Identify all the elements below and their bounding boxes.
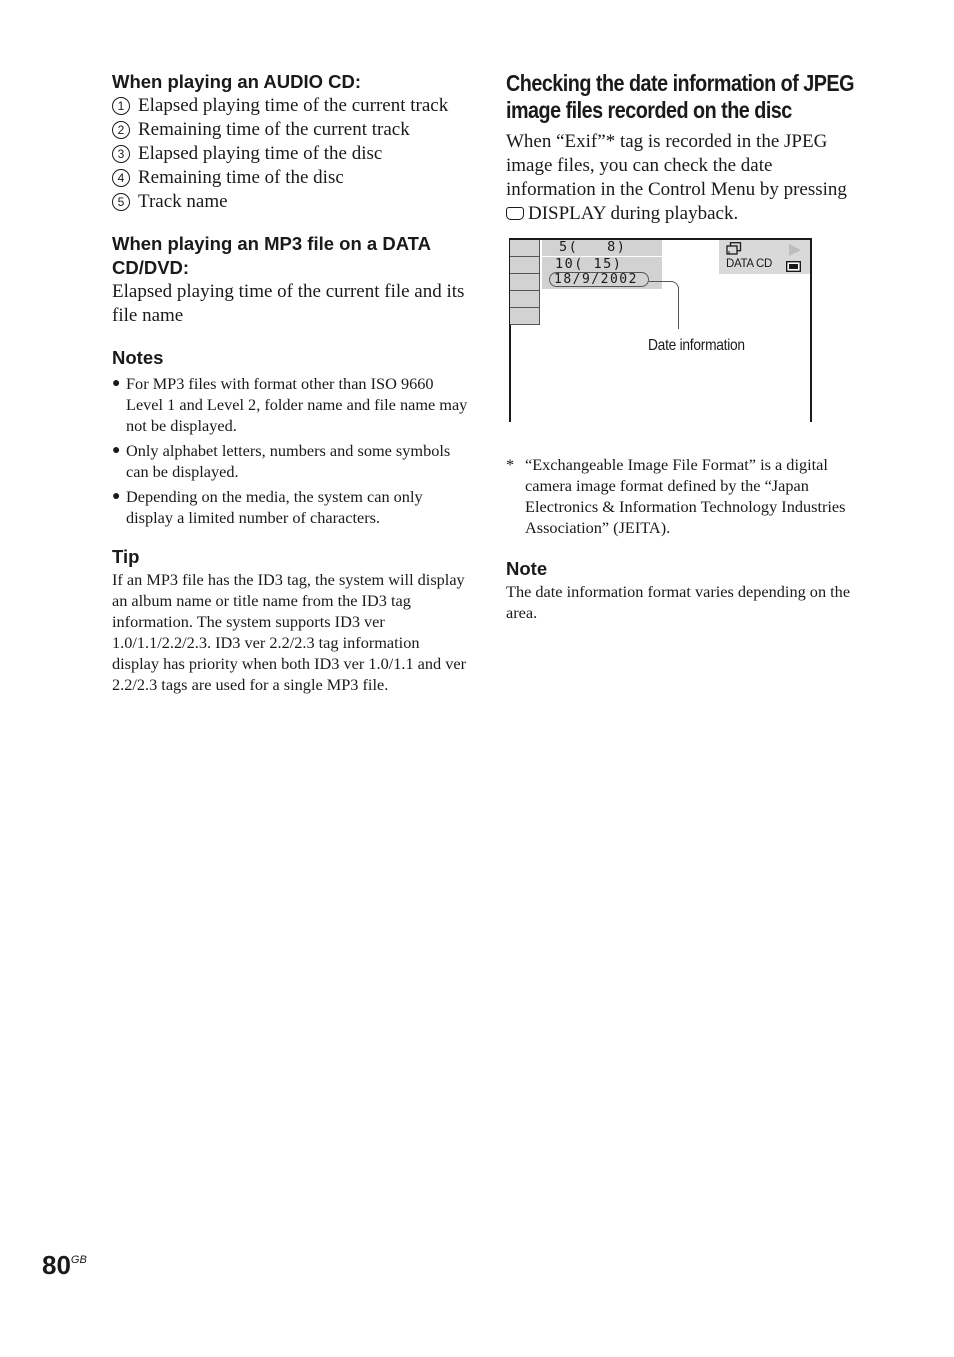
list-item: ● Depending on the media, the system can only display a limited number of characters. bbox=[112, 487, 423, 527]
menu-icon-slot bbox=[510, 308, 540, 325]
folder-count: 5( 8) bbox=[559, 239, 627, 255]
audio-cd-heading: When playing an AUDIO CD: bbox=[112, 71, 362, 92]
notes-heading: Notes bbox=[112, 347, 164, 368]
callout-line bbox=[649, 281, 679, 329]
list-item: 4 Remaining time of the disc bbox=[112, 166, 468, 190]
audio-cd-list bbox=[112, 94, 468, 214]
bullet-icon: ● bbox=[112, 374, 121, 390]
mp3-description: Elapsed playing time of the current file and its file name bbox=[112, 281, 465, 326]
circled-number-icon: 2 bbox=[112, 121, 130, 139]
bullet-icon: ● bbox=[112, 441, 121, 457]
date-value: 18/9/2002 bbox=[554, 272, 638, 287]
media-type-label: DATA CD bbox=[726, 258, 773, 270]
tip-text: If an MP3 file has the ID3 tag, the system will display an album name or title name from the ID3 tag information. The system supports ID3 ver 1.0/1.1/2.2/2.3. ID3 ver 2.2/2.3 tag information display has priority when both ID3 ver 1.0/1.1 and ver 2.2/2.3 tags are used for a single MP3 file. bbox=[112, 570, 467, 694]
list-item: ● For MP3 files with format other than ISO 9660 Level 1 and Level 2, folder name and file name may not be displayed. bbox=[112, 374, 468, 435]
circled-number-icon: 4 bbox=[112, 169, 130, 187]
notes-list bbox=[112, 373, 468, 528]
menu-icon-slot bbox=[510, 291, 540, 308]
control-menu-illustration bbox=[509, 238, 812, 424]
menu-icon-slot bbox=[510, 240, 540, 257]
display-button-label: DISPLAY bbox=[528, 203, 606, 224]
left-column bbox=[112, 70, 468, 695]
page-region-suffix: GB bbox=[70, 1254, 87, 1266]
menu-icon-slot bbox=[510, 274, 540, 291]
bullet-icon: ● bbox=[112, 487, 121, 503]
note-heading: Note bbox=[506, 558, 548, 579]
jpeg-icon bbox=[786, 261, 801, 272]
footnote bbox=[506, 454, 862, 623]
circled-number-icon: 1 bbox=[112, 97, 130, 115]
list-item: 5 Track name bbox=[112, 190, 468, 214]
intro-text: When “Exif”* tag is recorded in the JPEG image files, you can check the date information in the Control Menu by pressing DISPLAY during playback. bbox=[506, 131, 847, 224]
display-button-icon bbox=[506, 207, 524, 220]
circled-number-icon: 5 bbox=[112, 193, 130, 211]
callout-label: Date information bbox=[648, 337, 745, 354]
file-count: 10( 15) bbox=[555, 256, 623, 272]
list-item: ● Only alphabet letters, numbers and some symbols can be displayed. bbox=[112, 441, 451, 481]
status-panel bbox=[719, 240, 810, 274]
page-number: $80^{GB}$ bbox=[42, 1250, 87, 1280]
tip-heading: Tip bbox=[112, 546, 140, 567]
list-item: 3 Elapsed playing time of the disc bbox=[112, 142, 468, 166]
slideshow-icon bbox=[726, 242, 742, 256]
note-text: The date information format varies depending on the area. bbox=[506, 582, 851, 622]
mp3-heading: When playing an MP3 file on a DATA CD/DVD: bbox=[112, 233, 431, 278]
right-column bbox=[506, 70, 862, 226]
play-icon bbox=[789, 244, 801, 256]
list-item: 1 Elapsed playing time of the current track bbox=[112, 94, 468, 118]
circled-number-icon: 3 bbox=[112, 145, 130, 163]
section-title: Checking the date information of JPEG image files recorded on the disc bbox=[506, 70, 854, 123]
list-item: 2 Remaining time of the current track bbox=[112, 118, 468, 142]
menu-icon-slot bbox=[510, 257, 540, 274]
footnote-mark: * bbox=[506, 455, 515, 474]
footnote-text: “Exchangeable Image File Format” is a digital camera image format defined by the “Japan Electronics & Information Technology Industries Association” (JEITA). bbox=[525, 455, 846, 537]
